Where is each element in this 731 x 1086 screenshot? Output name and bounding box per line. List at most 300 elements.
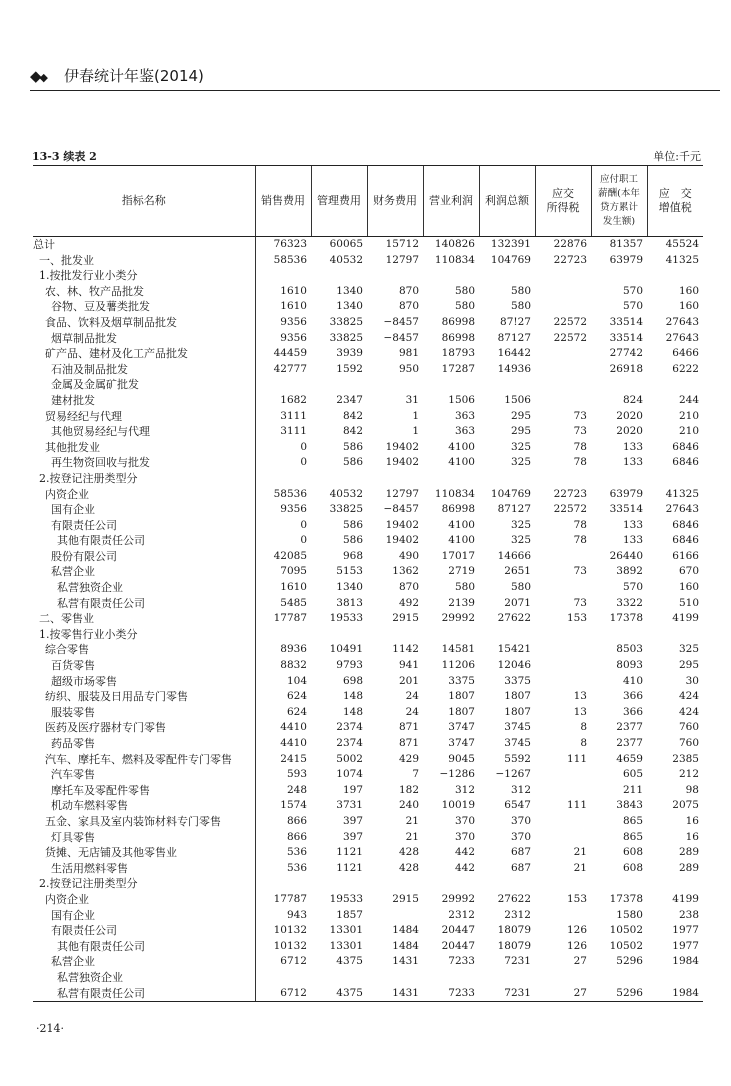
table-cell: 4199 <box>672 892 699 905</box>
table-cell: 210 <box>678 409 699 422</box>
row-label: 食品、饮料及烟草制品批发 <box>33 315 255 331</box>
table-cell <box>647 377 703 393</box>
table-row <box>33 830 703 846</box>
table-cell: 86998 <box>441 331 475 344</box>
table-cell: 73 <box>573 425 587 438</box>
table-row <box>33 845 703 861</box>
table-cell: 1574 <box>280 799 307 812</box>
table-row <box>33 564 703 580</box>
table-cell: 27 <box>535 986 591 1002</box>
table-cell: 6547 <box>504 799 531 812</box>
row-label: 总计 <box>33 237 255 253</box>
table-row <box>33 689 703 705</box>
table-cell: 153 <box>566 612 587 625</box>
table-cell: 3375 <box>504 674 531 687</box>
table-cell <box>591 970 647 986</box>
table-cell: 4375 <box>311 986 367 1002</box>
table-cell: 1807 <box>448 705 475 718</box>
table-cell <box>479 471 535 487</box>
table-cell: 160 <box>678 581 699 594</box>
table-row <box>33 315 703 331</box>
table-cell: 9356 <box>280 503 307 516</box>
table-cell: 570 <box>622 300 643 313</box>
table-cell: 3731 <box>336 799 363 812</box>
table-cell: 133 <box>622 456 643 469</box>
table-row <box>33 674 703 690</box>
table-cell: 397 <box>342 830 363 843</box>
table-cell: 33514 <box>609 331 643 344</box>
table-cell <box>423 471 479 487</box>
table-cell: 78 <box>573 440 587 453</box>
table-cell: 865 <box>622 830 643 843</box>
table-cell: 1340 <box>336 581 363 594</box>
table-cell: 104 <box>286 674 307 687</box>
table-cell: 86998 <box>441 503 475 516</box>
table-cell: 1340 <box>336 300 363 313</box>
table-row <box>33 720 703 736</box>
table-row <box>33 580 703 596</box>
table-cell: 981 <box>398 347 419 360</box>
table-cell <box>255 377 311 393</box>
table-cell <box>367 471 423 487</box>
table-cell: 397 <box>342 814 363 827</box>
table-cell: 19402 <box>385 440 419 453</box>
table-cell: 27643 <box>665 331 699 344</box>
table-cell: 580 <box>454 284 475 297</box>
table-cell <box>367 268 423 284</box>
table-cell: 73 <box>573 409 587 422</box>
table-cell <box>255 268 311 284</box>
table-cell: 1984 <box>672 955 699 968</box>
yearbook-title: 伊春统计年鉴(2014) <box>64 67 204 85</box>
table-cell: 44459 <box>273 347 307 360</box>
table-cell <box>311 377 367 393</box>
table-cell: 5592 <box>504 752 531 765</box>
table-cell <box>535 876 591 892</box>
table-cell: 1610 <box>280 581 307 594</box>
table-cell: 8 <box>580 721 587 734</box>
table-cell <box>367 908 423 924</box>
table-cell: 1340 <box>336 284 363 297</box>
table-cell: 624 <box>286 705 307 718</box>
table-cell: 17787 <box>273 612 307 625</box>
table-cell: 1592 <box>336 362 363 375</box>
table-cell: 3375 <box>448 674 475 687</box>
table-cell <box>535 377 591 393</box>
table-row <box>33 876 703 892</box>
table-cell: 27 <box>573 955 587 968</box>
table-cell: 76323 <box>273 238 307 250</box>
table-cell: 1506 <box>448 393 475 406</box>
row-label: 有限责任公司 <box>33 923 255 939</box>
table-cell: 3745 <box>504 737 531 749</box>
table-cell: 870 <box>398 581 419 594</box>
table-cell <box>647 970 703 986</box>
table-cell: 86998 <box>441 315 475 328</box>
row-label: 建材批发 <box>33 393 255 409</box>
table-cell <box>367 970 423 986</box>
table-cell: 2347 <box>336 393 363 406</box>
table-cell: 428 <box>398 846 419 859</box>
table-cell: 1984 <box>647 986 703 1002</box>
table-cell: 33514 <box>609 315 643 328</box>
table-row <box>33 377 703 393</box>
table-cell: 510 <box>678 596 699 609</box>
row-label: 石油及制品批发 <box>33 362 255 378</box>
table-cell: 2312 <box>504 908 531 921</box>
table-cell <box>367 377 423 393</box>
table-cell: 325 <box>510 518 531 531</box>
row-label: 1.按零售行业小类分 <box>33 627 255 643</box>
table-cell: 2415 <box>280 752 307 765</box>
row-label: 金属及金属矿批发 <box>33 377 255 393</box>
table-cell <box>535 783 591 799</box>
table-cell: 490 <box>398 549 419 562</box>
table-cell: 570 <box>622 284 643 297</box>
table-cell: 442 <box>454 846 475 859</box>
table-cell: 3843 <box>616 799 643 812</box>
row-label: 汽车零售 <box>33 767 255 783</box>
table-cell: 580 <box>510 284 531 297</box>
table-cell: 580 <box>454 300 475 313</box>
table-cell: 17287 <box>441 362 475 375</box>
row-label: 药品零售 <box>33 736 255 752</box>
table-cell: 3322 <box>616 596 643 609</box>
table-cell: 26440 <box>609 549 643 562</box>
table-cell: 1362 <box>392 565 419 578</box>
table-cell: 21 <box>573 846 587 859</box>
row-label: 国有企业 <box>33 908 255 924</box>
table-cell: 73 <box>573 565 587 578</box>
table-cell: 29992 <box>441 892 475 905</box>
column-header: 营业利润 <box>423 166 479 237</box>
table-cell: 325 <box>510 456 531 469</box>
table-cell: 16 <box>685 814 699 827</box>
table-cell: 1610 <box>280 300 307 313</box>
table-cell: 19402 <box>385 518 419 531</box>
table-cell: 133 <box>622 534 643 547</box>
table-cell: 31 <box>405 393 419 406</box>
table-row <box>33 752 703 768</box>
row-label: 烟草制品批发 <box>33 331 255 347</box>
table-row <box>33 986 703 1002</box>
table-cell: 16442 <box>497 347 531 360</box>
table-cell: 5153 <box>336 565 363 578</box>
table-cell: 1431 <box>392 955 419 968</box>
table-cell: 238 <box>678 908 699 921</box>
table-row <box>33 954 703 970</box>
table-body <box>33 237 703 1002</box>
row-label: 私营企业 <box>33 564 255 580</box>
row-label: 私营企业 <box>33 954 255 970</box>
table-cell: 2139 <box>448 596 475 609</box>
table-cell: 4100 <box>448 518 475 531</box>
table-row <box>33 767 703 783</box>
table-cell: 87127 <box>497 503 531 516</box>
table-cell: 197 <box>342 783 363 796</box>
table-cell: 370 <box>510 830 531 843</box>
table-cell: 950 <box>398 362 419 375</box>
table-cell: 1121 <box>336 846 363 859</box>
row-label: 贸易经纪与代理 <box>33 409 255 425</box>
row-label: 私营有限责任公司 <box>33 596 255 612</box>
table-cell: 865 <box>622 814 643 827</box>
table-cell <box>311 627 367 643</box>
table-cell: 3111 <box>280 425 307 438</box>
table-cell: 13 <box>573 705 587 718</box>
table-cell: 63979 <box>609 487 643 500</box>
table-cell: 42777 <box>273 362 307 375</box>
table-cell: 586 <box>342 534 363 547</box>
table-cell: 6166 <box>672 549 699 562</box>
table-cell <box>255 876 311 892</box>
table-cell <box>423 268 479 284</box>
table-cell: 19402 <box>385 456 419 469</box>
table-cell <box>479 876 535 892</box>
table-cell: 33825 <box>329 503 363 516</box>
table-row <box>33 783 703 799</box>
table-cell: 12797 <box>385 253 419 266</box>
table-cell: 6712 <box>280 955 307 968</box>
table-cell: 870 <box>398 300 419 313</box>
table-cell: 21 <box>405 814 419 827</box>
table-row <box>33 268 703 284</box>
table-row <box>33 970 703 986</box>
table-cell: 2020 <box>616 409 643 422</box>
table-cell <box>591 876 647 892</box>
table-cell: 33825 <box>329 331 363 344</box>
row-label: 百货零售 <box>33 658 255 674</box>
table-cell: 2385 <box>672 752 699 765</box>
row-label: 矿产品、建材及化工产品批发 <box>33 346 255 362</box>
table-cell: 132391 <box>490 238 531 250</box>
table-cell <box>535 627 591 643</box>
table-cell: 8936 <box>280 643 307 656</box>
table-cell: 1142 <box>392 643 419 656</box>
table-row <box>33 798 703 814</box>
table-cell: 13301 <box>329 924 363 937</box>
table-row <box>33 253 703 269</box>
table-cell: 580 <box>510 300 531 313</box>
table-cell: 111 <box>566 752 587 765</box>
table-cell: 5002 <box>336 752 363 765</box>
table-cell: 941 <box>398 659 419 672</box>
table-row <box>33 471 703 487</box>
table-cell: 4100 <box>448 534 475 547</box>
table-cell: 40532 <box>329 487 363 500</box>
table-cell <box>591 377 647 393</box>
row-label: 五金、家具及室内装饰材料专门零售 <box>33 814 255 830</box>
table-cell: 60065 <box>329 238 363 250</box>
table-cell: 624 <box>286 690 307 703</box>
table-row <box>33 705 703 721</box>
table-cell: 1682 <box>280 393 307 406</box>
row-label: 二、零售业 <box>33 611 255 627</box>
table-cell: 21 <box>573 861 587 874</box>
table-cell: 10132 <box>273 924 307 937</box>
table-cell <box>535 346 591 362</box>
table-cell: 2374 <box>336 737 363 749</box>
table-cell: 182 <box>398 783 419 796</box>
table-cell: 78 <box>573 456 587 469</box>
table-cell: 363 <box>454 425 475 438</box>
table-cell: 13301 <box>329 939 363 952</box>
row-label: 私营有限责任公司 <box>33 986 255 1002</box>
table-cell: 6846 <box>672 518 699 531</box>
table-cell <box>479 268 535 284</box>
table-cell: 4410 <box>280 737 307 749</box>
table-cell: 1 <box>412 425 419 438</box>
table-cell <box>535 908 591 924</box>
table-cell: 19533 <box>329 892 363 905</box>
table-cell: 153 <box>566 892 587 905</box>
table-row <box>33 908 703 924</box>
table-cell: 104769 <box>490 487 531 500</box>
column-header: 财务费用 <box>367 166 423 237</box>
table-cell <box>591 471 647 487</box>
table-cell: −1286 <box>439 768 475 781</box>
table-cell: 424 <box>678 705 699 718</box>
table-cell: 492 <box>398 596 419 609</box>
table-row <box>33 923 703 939</box>
table-cell: 24 <box>405 690 419 703</box>
table-cell: 126 <box>566 924 587 937</box>
row-label: 一、批发业 <box>33 253 255 269</box>
table-cell: 7231 <box>504 955 531 968</box>
table-cell: 20447 <box>441 939 475 952</box>
table-cell: 14666 <box>497 549 531 562</box>
table-row <box>33 393 703 409</box>
table-cell <box>535 970 591 986</box>
table-cell: 98 <box>685 783 699 796</box>
table-cell <box>423 970 479 986</box>
table-cell: 580 <box>510 581 531 594</box>
table-cell <box>311 970 367 986</box>
table-cell: 5296 <box>616 955 643 968</box>
table-cell: 1807 <box>448 690 475 703</box>
table-cell: 4659 <box>616 752 643 765</box>
table-cell: 8832 <box>280 659 307 672</box>
table-cell: 593 <box>286 768 307 781</box>
table-cell: 7233 <box>423 986 479 1002</box>
row-label: 有限责任公司 <box>33 518 255 534</box>
table-cell: −8457 <box>383 503 419 516</box>
table-cell: 2915 <box>392 612 419 625</box>
table-cell: 2377 <box>616 721 643 734</box>
table-cell: 312 <box>454 783 475 796</box>
table-cell: 148 <box>342 705 363 718</box>
table-cell <box>535 284 591 300</box>
table-cell: 42085 <box>273 549 307 562</box>
table-cell: 160 <box>678 284 699 297</box>
table-cell: 212 <box>678 768 699 781</box>
table-cell <box>535 642 591 658</box>
table-cell: 30 <box>685 674 699 687</box>
table-cell <box>535 299 591 315</box>
table-cell: 0 <box>300 456 307 469</box>
table-cell: 3747 <box>448 737 475 749</box>
table-cell: 248 <box>286 783 307 796</box>
table-cell: 2651 <box>504 565 531 578</box>
row-label: 内资企业 <box>33 892 255 908</box>
column-header-indicator-name: 指标名称 <box>33 166 255 237</box>
table-cell: 4375 <box>336 955 363 968</box>
row-label: 生活用燃料零售 <box>33 861 255 877</box>
table-row <box>33 939 703 955</box>
table-cell: 14581 <box>441 643 475 656</box>
table-cell: 536 <box>286 846 307 859</box>
table-cell: 1431 <box>367 986 423 1002</box>
table-row <box>33 611 703 627</box>
table-cell: 9356 <box>280 315 307 328</box>
table-cell <box>311 268 367 284</box>
table-cell <box>311 471 367 487</box>
page-number: ·214· <box>36 1022 64 1035</box>
table-cell: 18793 <box>441 347 475 360</box>
table-cell <box>423 377 479 393</box>
table-row <box>33 658 703 674</box>
table-cell: 33825 <box>329 315 363 328</box>
table-cell: 210 <box>678 425 699 438</box>
table-cell: 111 <box>566 799 587 812</box>
table-cell: 12046 <box>497 659 531 672</box>
table-cell: 4199 <box>672 612 699 625</box>
table-cell: 943 <box>286 908 307 921</box>
table-cell: 1580 <box>616 908 643 921</box>
row-label: 私营独资企业 <box>33 970 255 986</box>
table-cell: 2915 <box>392 892 419 905</box>
row-label: 农、林、牧产品批发 <box>33 284 255 300</box>
table-cell: 27643 <box>665 503 699 516</box>
table-cell: 670 <box>678 565 699 578</box>
table-cell: 4410 <box>280 721 307 734</box>
table-cell: 160 <box>678 300 699 313</box>
table-cell: 7231 <box>479 986 535 1002</box>
table-cell: 7 <box>412 768 419 781</box>
table-cell: 586 <box>342 518 363 531</box>
table-cell <box>367 627 423 643</box>
table-cell: 15712 <box>385 238 419 250</box>
table-cell: 2020 <box>616 425 643 438</box>
table-cell: 289 <box>678 846 699 859</box>
table-row <box>33 642 703 658</box>
row-label: 医药及医疗器材专门零售 <box>33 720 255 736</box>
table-cell <box>647 268 703 284</box>
table-cell: −1267 <box>495 768 531 781</box>
row-label: 再生物资回收与批发 <box>33 455 255 471</box>
table-cell: 312 <box>510 783 531 796</box>
table-cell: 10132 <box>273 939 307 952</box>
table-cell: 1121 <box>336 861 363 874</box>
table-row <box>33 424 703 440</box>
table-cell: 0 <box>300 518 307 531</box>
row-label: 摩托车及零配件零售 <box>33 783 255 799</box>
table-cell: 126 <box>566 939 587 952</box>
table-cell: 58536 <box>273 487 307 500</box>
table-cell: 6466 <box>672 347 699 360</box>
table-cell: 1484 <box>392 924 419 937</box>
table-cell: 9793 <box>336 659 363 672</box>
table-cell: 424 <box>678 690 699 703</box>
table-cell: 289 <box>678 861 699 874</box>
table-cell: 429 <box>398 752 419 765</box>
table-cell: 295 <box>510 409 531 422</box>
table-cell: 22723 <box>553 253 587 266</box>
table-cell: 608 <box>622 861 643 874</box>
table-cell: 12797 <box>385 487 419 500</box>
table-cell <box>535 471 591 487</box>
table-cell <box>535 814 591 830</box>
